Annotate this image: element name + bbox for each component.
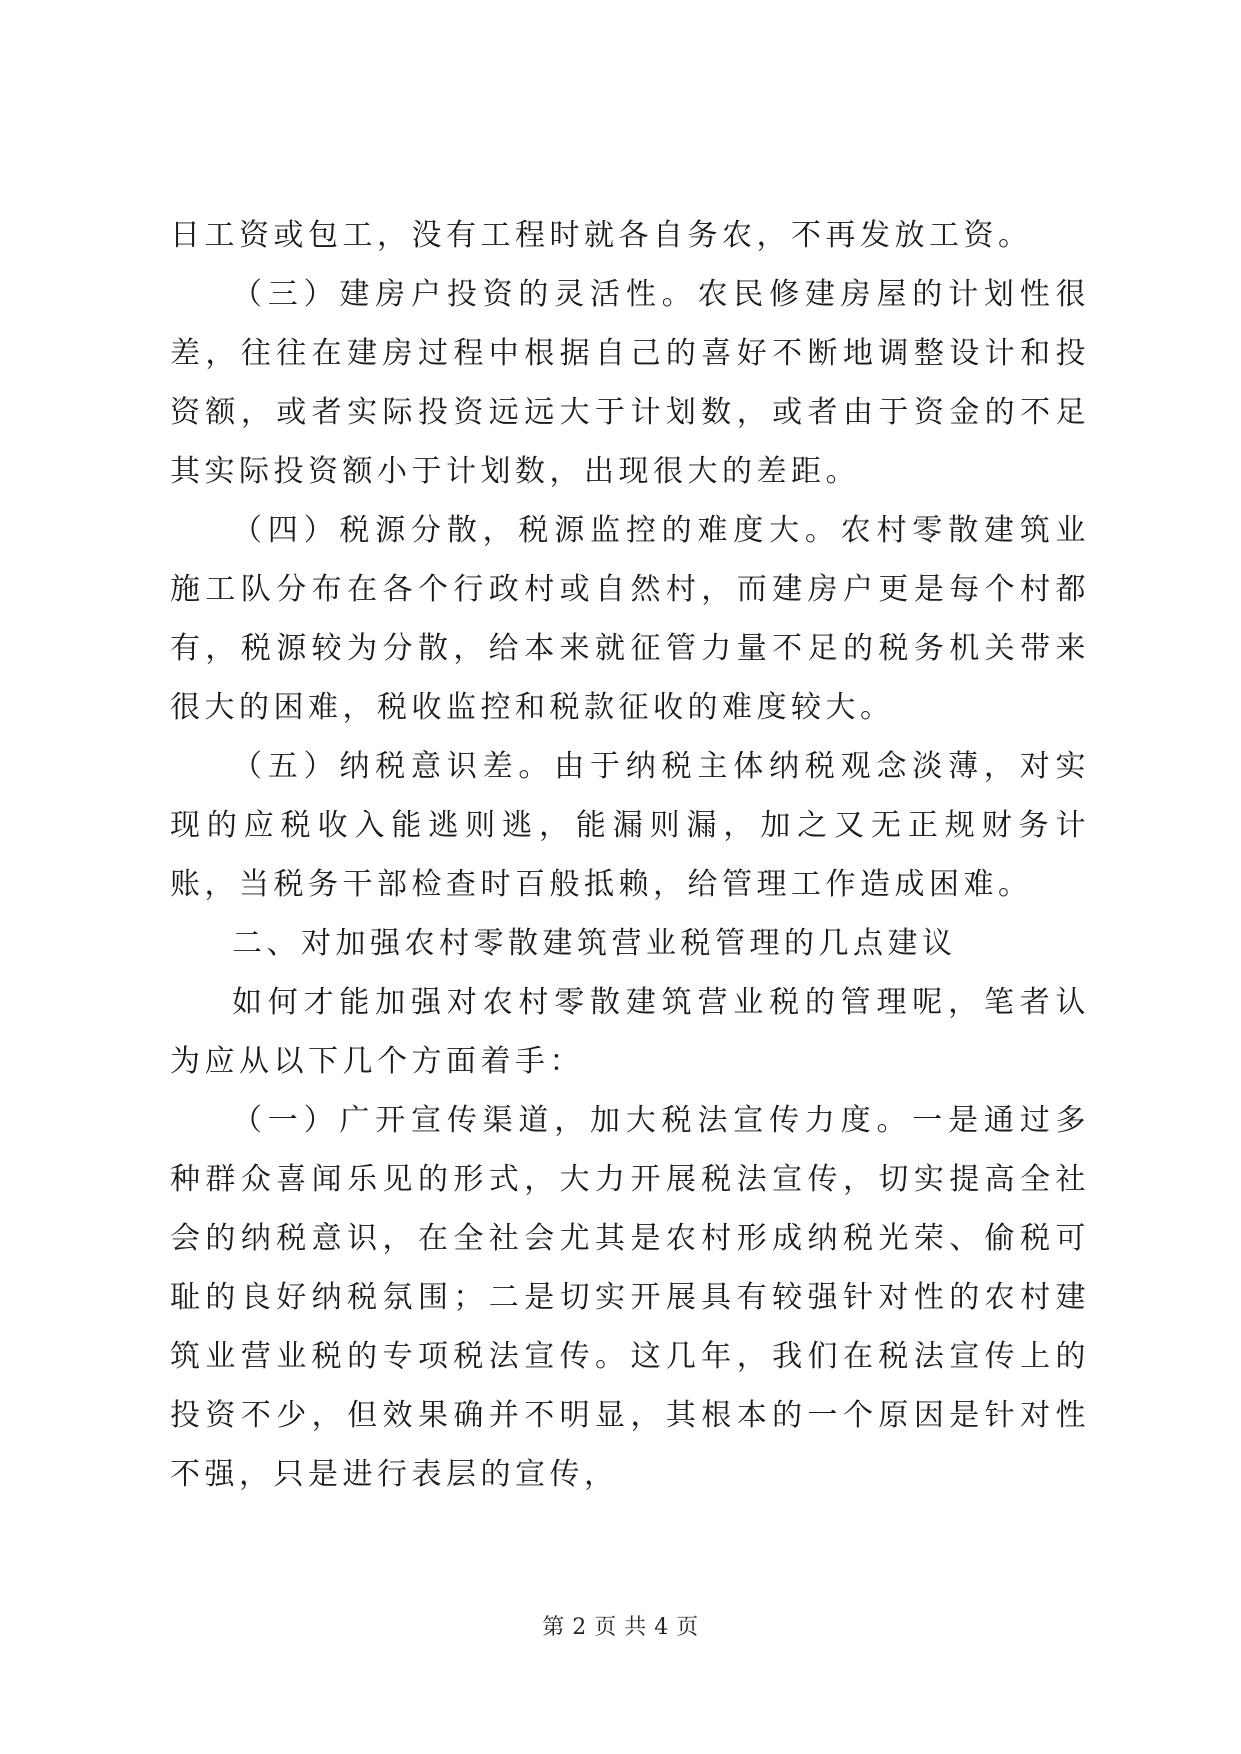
section-heading: 二、对加强农村零散建筑营业税管理的几点建议 — [232, 926, 957, 961]
paragraph-6: （一）广开宣传渠道，加大税法宣传力度。一是通过多种群众喜闻乐见的形式，大力开展税法宣传，切实提高全社会的纳税意识，在全社会尤其是农村形成纳税光荣、偷税可耻的良好纳税氛围；二是切实开展具有较强针对性的农村建筑业营业税的专项税法宣传。这几年，我们在税法宣传上的投资不少，但效果确并不明显，其根本的一个原因是针对性不强，只是进行表层的宣传， — [170, 1103, 1090, 1492]
paragraph-4: （五）纳税意识差。由于纳税主体纳税观念淡薄，对实现的应税收入能逃则逃，能漏则漏，加之又无正规财务计账，当税务干部检查时百般抵赖，给管理工作造成困难。 — [170, 749, 1090, 902]
body-text — [170, 206, 1090, 1504]
paragraph-1: 日工资或包工，没有工程时就各自务农，不再发放工资。 — [170, 218, 1033, 253]
paragraph-2: （三）建房户投资的灵活性。农民修建房屋的计划性很差，往往在建房过程中根据自己的喜好不断地调整设计和投资额，或者实际投资远远大于计划数，或者由于资金的不足其实际投资额小于计划数，出现很大的差距。 — [170, 277, 1090, 489]
page-number-footer: 第 2 页 共 4 页 — [542, 1615, 699, 1640]
paragraph-5: 如何才能加强对农村零散建筑营业税的管理呢，笔者认为应从以下几个方面着手： — [170, 985, 1090, 1079]
paragraph-3: （四）税源分散，税源监控的难度大。农村零散建筑业施工队分布在各个行政村或自然村，而建房户更是每个村都有，税源较为分散，给本来就征管力量不足的税务机关带来很大的困难，税收监控和税款征收的难度较大。 — [170, 513, 1090, 725]
